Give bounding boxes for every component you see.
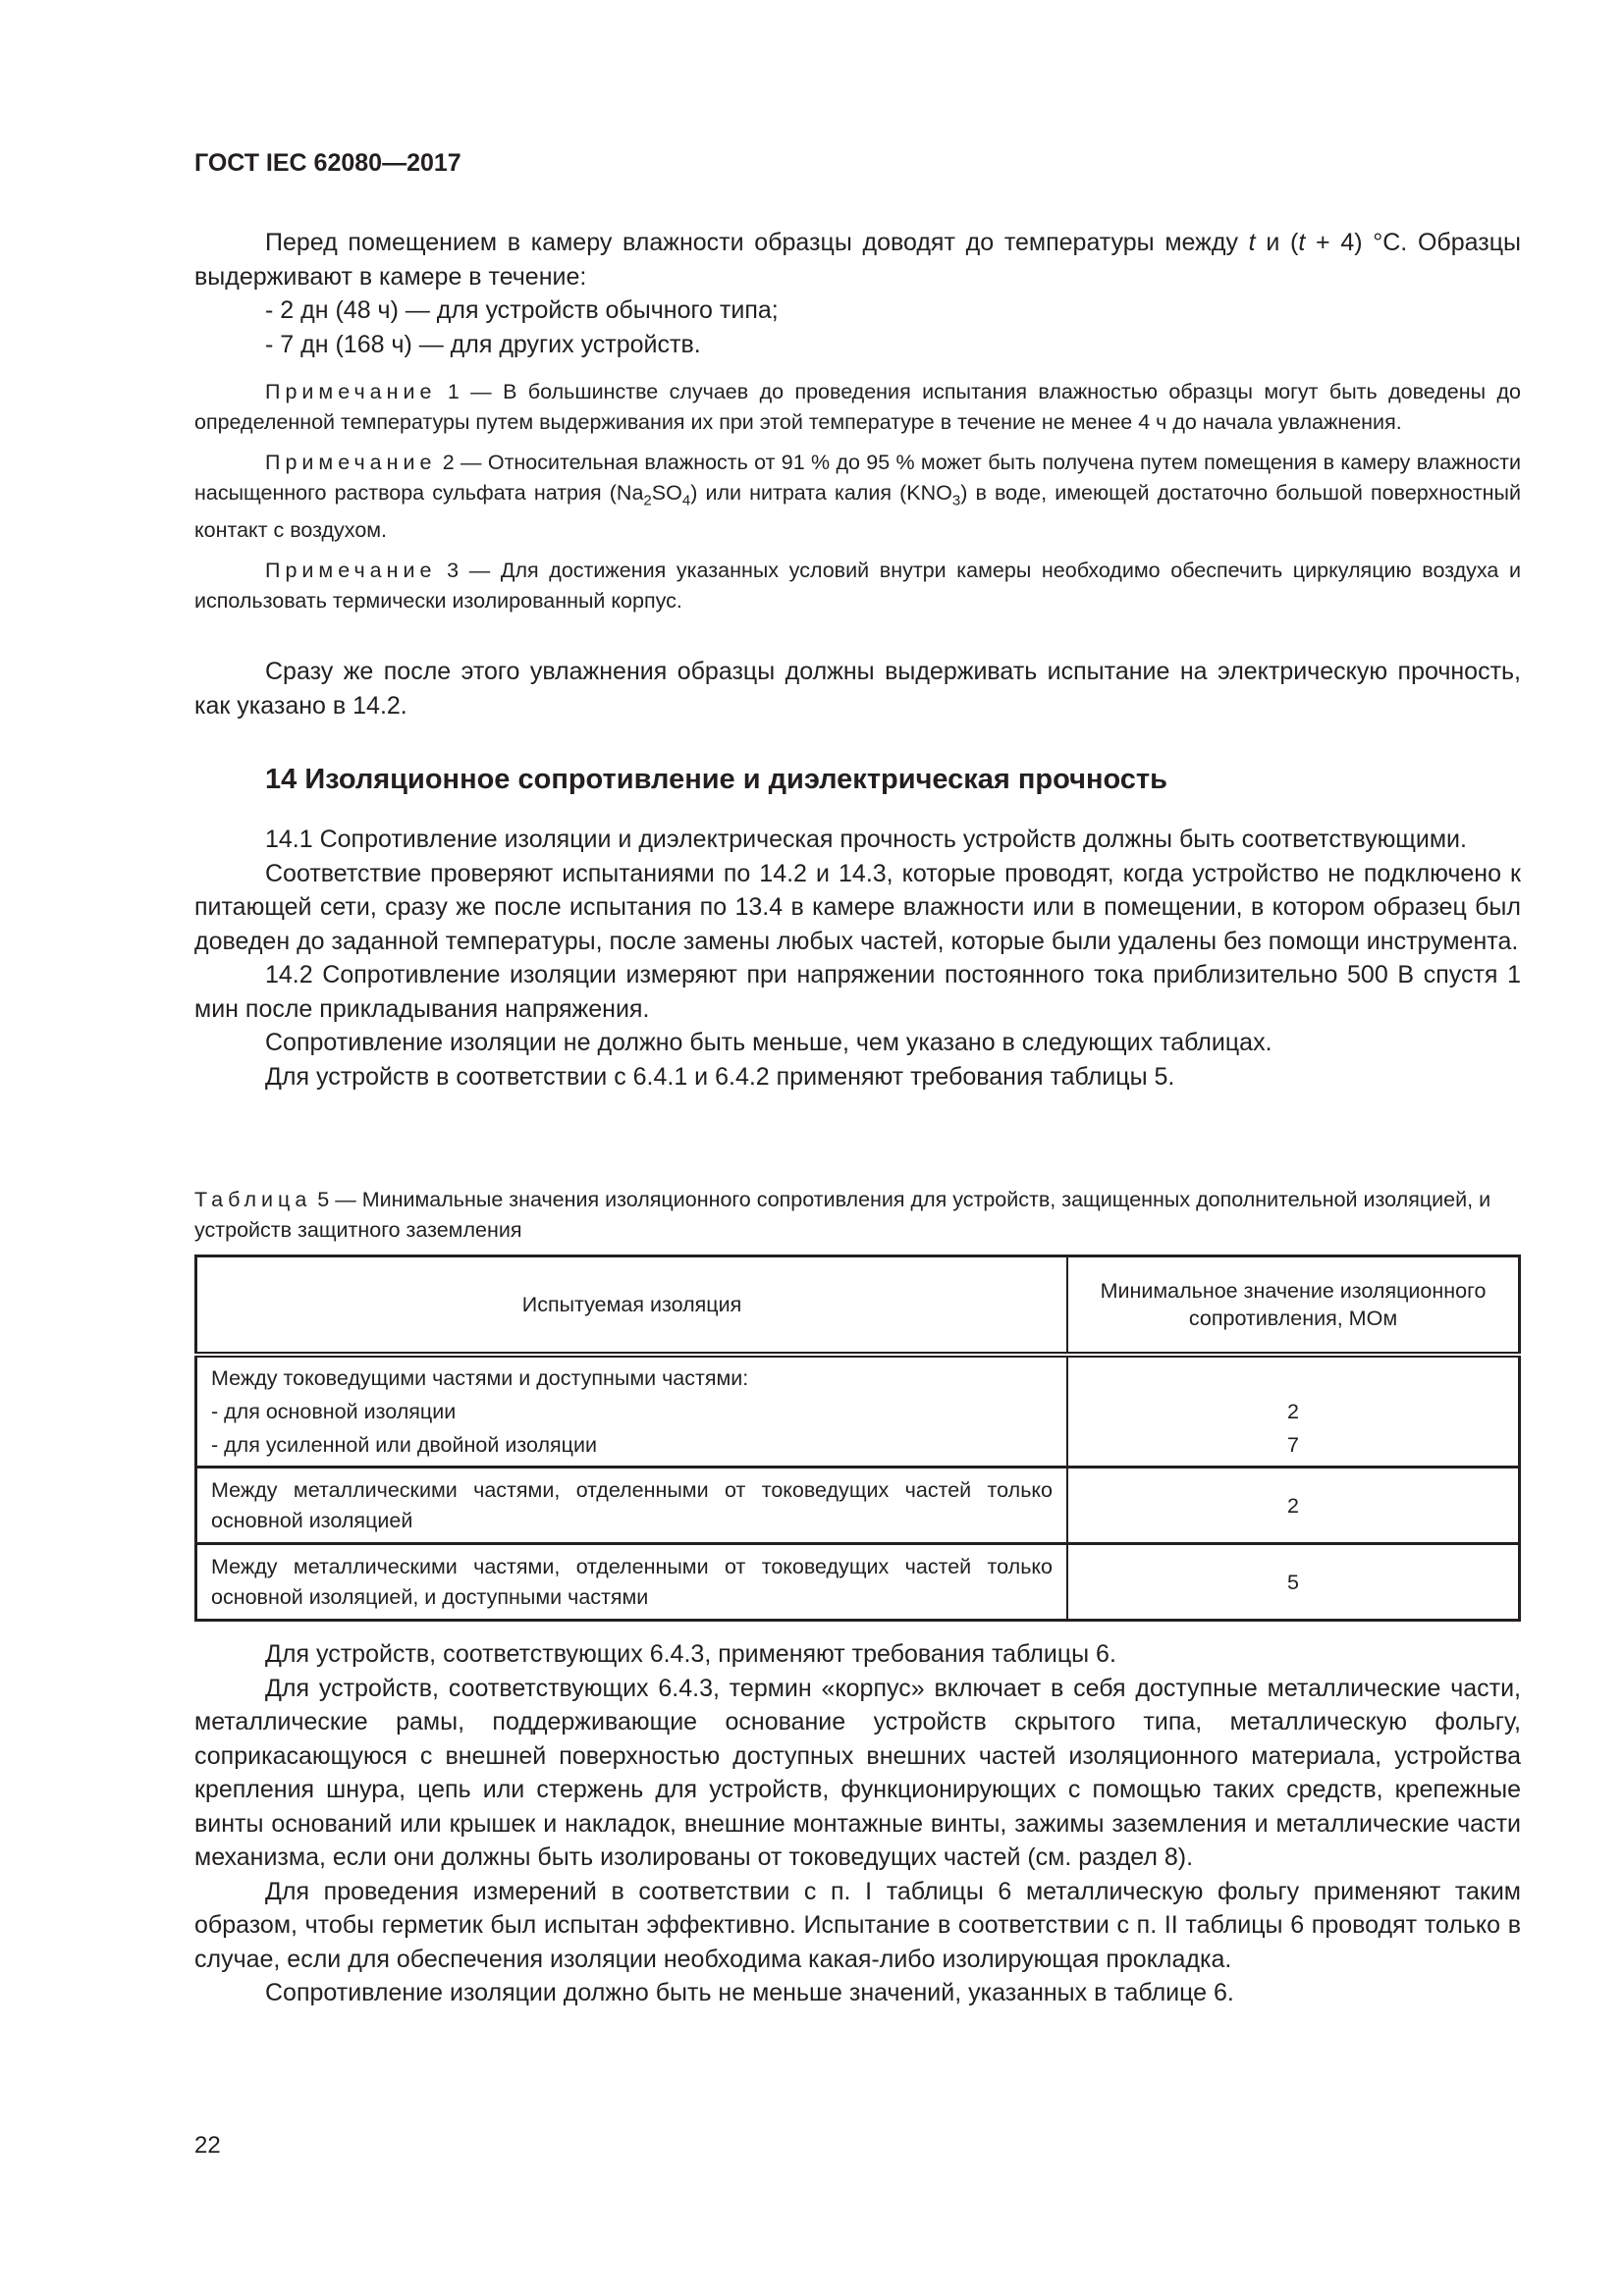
- table-row: [196, 1468, 1520, 1544]
- section-14: [194, 764, 1521, 796]
- cell-text: - для усиленной или двойной изоляции: [211, 1433, 597, 1457]
- cell-value: 2: [1287, 1400, 1299, 1423]
- paragraph: Сразу же после этого увлажнения образцы должны выдерживать испытание на электрическую прочность, как указано в 14.2.: [194, 658, 1521, 720]
- page-number: 22: [194, 2132, 221, 2159]
- section-body: [194, 823, 1521, 1094]
- cell-text: Между металлическими частями, отделенными от токоведущих частей только основной изоляцией: [196, 1468, 1068, 1544]
- paragraph: Соответствие проверяют испытаниями по 14.2 и 14.3, которые проводят, когда устройство не подключено к питающей сети, сразу же после испытания по 13.4 в камере влажности или в помещении, в котором образец был доведен до заданной температуры, после замены любых частей, которые были удалены без помощи инструмента.: [194, 859, 1521, 955]
- cell-value: 2: [1067, 1468, 1520, 1544]
- section-title: 14 Изоляционное сопротивление и диэлектрическая прочность: [265, 764, 1167, 795]
- paragraph: Для устройств в соответствии с 6.4.1 и 6.4.2 применяют требования таблицы 5.: [265, 1062, 1175, 1091]
- paragraph: Сопротивление изоляции не должно быть меньше, чем указано в следующих таблицах.: [265, 1029, 1272, 1056]
- note-3: Примечание 3 — Для достижения указанных условий внутри камеры необходимо обеспечить циркуляцию воздуха и использовать термически изолированный корпус.: [194, 559, 1521, 614]
- cell-value: 7: [1287, 1433, 1299, 1457]
- document-header: ГОСТ IEC 62080—2017: [194, 149, 461, 177]
- paragraph: 14.2 Сопротивление изоляции измеряют при напряжении постоянного тока приблизительно 500 В спустя 1 мин после прикладывания напряжения.: [194, 961, 1521, 1023]
- notes-block: [194, 377, 1521, 616]
- paragraph: Для устройств, соответствующих 6.4.3, применяют требования таблицы 6.: [265, 1640, 1116, 1668]
- note-1: Примечание 1 — В большинстве случаев до проведения испытания влажностью образцы могут быть доведены до определенной температуры путем выдерживания их при этой температуре в течение не менее 4 ч до начала увлажнения.: [194, 380, 1521, 434]
- after-table-body: [194, 1637, 1521, 2010]
- note-2: Примечание 2 — Относительная влажность от 91 % до 95 % может быть получена путем помещения в камеру влажности насыщенного раствора сульфата натрия $(Na_2SO_4)$ или нитрата калия $(KNO_3)$ в воде, имеющей достаточно большой поверхностный контакт с воздухом.: [194, 451, 1522, 543]
- cell-value: 5: [1067, 1544, 1520, 1621]
- table-caption: Таблица 5 — Минимальные значения изоляционного сопротивления для устройств, защищенных дополнительной изоляцией, и устройств защитного заземления: [194, 1188, 1491, 1242]
- cell-text: Между металлическими частями, отделенными от токоведущих частей только основной изоляцией, и доступными частями: [196, 1544, 1068, 1621]
- paragraph: Для устройств, соответствующих 6.4.3, термин «корпус» включает в себя доступные металлические части, металлические рамы, поддерживающие основание устройств скрытого типа, металлическую фольгу, соприкасающуюся с внешней поверхностью доступных внешних частей изоляционного материала, устройства крепления шнура, цепь или стержень для устройств, функционирующих с помощью таких средств, крепежные винты оснований или крышек и накладок, внешние монтажные винты, зажимы заземления и металлические части механизма, если они должны быть изолированы от токоведущих частей (см. раздел 8).: [194, 1674, 1521, 1871]
- paragraph-block: [194, 655, 1521, 722]
- table-row: [196, 1544, 1520, 1621]
- paragraph: 14.1 Сопротивление изоляции и диэлектрическая прочность устройств должны быть соответствующими.: [265, 826, 1467, 853]
- column-header: Испытуемая изоляция: [196, 1256, 1068, 1356]
- paragraph: Для проведения измерений в соответствии с п. I таблицы 6 металлическую фольгу применяют таким образом, чтобы герметик был испытан эффективно. Испытание в соответствии с п. II таблицы 6 проводят только в случае, если для обеспечения изоляции необходима какая-либо изолирующая прокладка.: [194, 1877, 1521, 1973]
- table-5-wrap: [194, 1255, 1521, 1622]
- intro-block: [194, 226, 1521, 361]
- paragraph: Сопротивление изоляции должно быть не меньше значений, указанных в таблице 6.: [265, 1979, 1234, 2006]
- cell-text: - для основной изоляции: [211, 1400, 457, 1423]
- column-header: Минимальное значение изоляционного сопротивления, МОм: [1067, 1256, 1520, 1356]
- paragraph: Перед помещением в камеру влажности образцы доводят до температуры между t и (t + 4) °С. Образцы выдерживают в камере в течение:: [194, 229, 1522, 291]
- table-5: [194, 1255, 1521, 1622]
- cell-text: Между токоведущими частями и доступными частями:: [211, 1366, 749, 1390]
- list-item: - 2 дн (48 ч) — для устройств обычного типа;: [265, 296, 779, 324]
- list-item: - 7 дн (168 ч) — для других устройств.: [265, 330, 701, 358]
- table-row: [196, 1355, 1520, 1468]
